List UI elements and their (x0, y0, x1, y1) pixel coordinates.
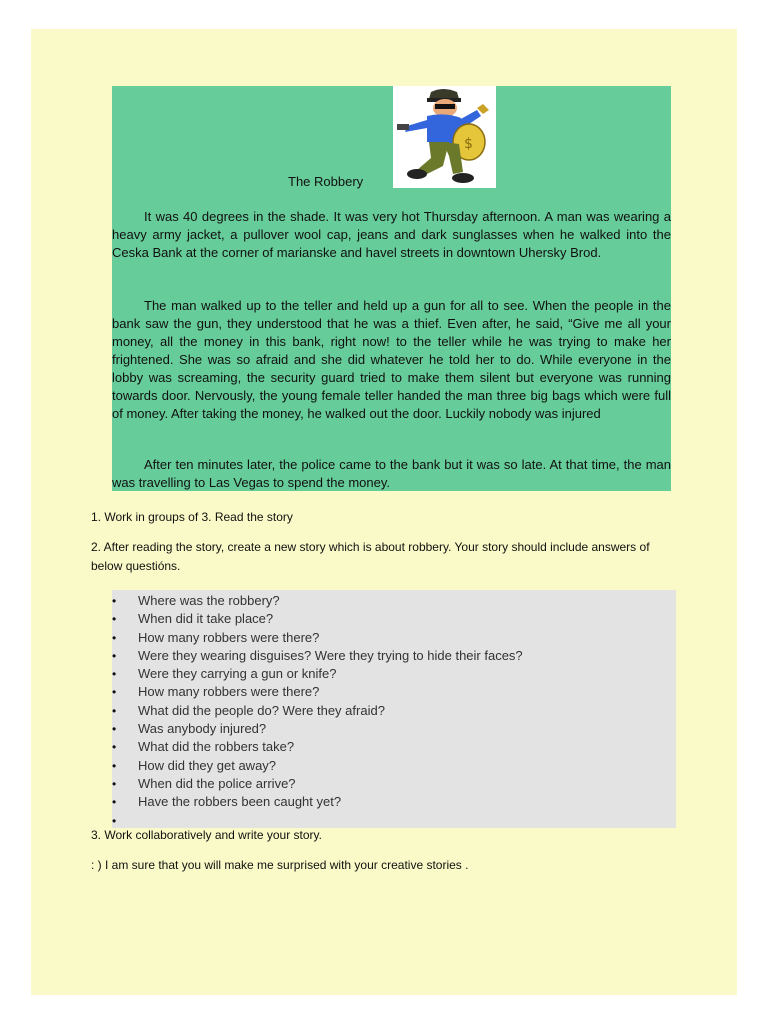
list-item (112, 665, 676, 683)
bullet-icon: • (112, 703, 117, 718)
svg-text:$: $ (464, 136, 473, 152)
question-text: When did it take place? (138, 611, 274, 627)
task-1-text: 1. Work in groups of 3. Read the story (91, 510, 293, 524)
bullet-icon: • (112, 813, 117, 828)
questions-list (112, 592, 676, 830)
question-text: Were they carrying a gun or knife? (138, 666, 337, 682)
list-item (112, 647, 676, 665)
bullet-icon: • (112, 685, 117, 700)
question-text: Have the robbers been caught yet? (138, 794, 342, 810)
story-paragraph-2: The man walked up to the teller and held up a gun for all to see. When the people in the bank saw the gun, they understood that he was a thief. Even after, he said, “Give me all your money, all the money in this bank, right now! to the teller while he was trying to make her frightened. She was so afraid and she did whatever he told her to do. While everyone in the lobby was screaming, the security guard tried to make them silent but everyone was running towards door. Nervously, the young female teller handed the man three big bags which were full of money. After taking the money, he walked out the door. Luckily nobody was injured (112, 298, 671, 421)
question-text: How many robbers were there? (138, 684, 320, 700)
question-text: Was anybody injured? (138, 721, 267, 737)
list-item (112, 629, 676, 647)
list-item (112, 738, 676, 756)
question-text: When did the police arrive? (138, 775, 296, 791)
bullet-icon: • (112, 740, 117, 755)
question-text: What did the people do? Were they afraid? (138, 702, 385, 718)
list-item (112, 793, 676, 811)
question-text: What did the robbers take? (138, 739, 295, 755)
bullet-icon: • (112, 630, 117, 645)
bullet-icon: • (112, 667, 117, 682)
bullet-icon: • (112, 758, 117, 773)
list-item (112, 775, 676, 793)
list-item (112, 610, 676, 628)
bullet-icon: • (112, 722, 117, 737)
list-item (112, 683, 676, 701)
bullet-icon: • (112, 612, 117, 627)
bullet-icon: • (112, 594, 117, 608)
story-box (112, 86, 671, 491)
closing-text: : ) I am sure that you will make me surprised with your creative stories . (91, 858, 469, 872)
question-text: How did they get away? (138, 757, 277, 773)
list-item (112, 592, 676, 610)
list-item (112, 702, 676, 720)
question-text: How many robbers were there? (138, 629, 320, 645)
worksheet-page (31, 29, 737, 995)
story-title: The Robbery (288, 174, 364, 189)
bullet-icon: • (112, 648, 117, 663)
bullet-icon: • (112, 776, 117, 791)
robber-with-money-bag-icon (393, 86, 496, 188)
questions-box (112, 590, 676, 828)
story-paragraph-3: After ten minutes later, the police came to the bank but it was so late. At that time, the man was travelling to Las Vegas to spend the money. (112, 457, 671, 490)
bullet-icon: • (112, 795, 117, 810)
task-2-text: 2. After reading the story, create a new story which is about robbery. Your story should include answers of below questións. (91, 540, 650, 573)
list-item (112, 720, 676, 738)
question-text: Where was the robbery? (138, 593, 280, 608)
story-paragraph-1: It was 40 degrees in the shade. It was very hot Thursday afternoon. A man was wearing a heavy army jacket, a pullover wool cap, jeans and dark sunglasses when he walked into the Ceska Bank at the corner of marianske and havel streets in downtown Uhersky Brod. (112, 209, 671, 260)
task-3-text: 3. Work collaboratively and write your story. (91, 828, 322, 842)
question-text: Were they wearing disguises? Were they trying to hide their faces? (138, 647, 523, 663)
list-item (112, 757, 676, 775)
